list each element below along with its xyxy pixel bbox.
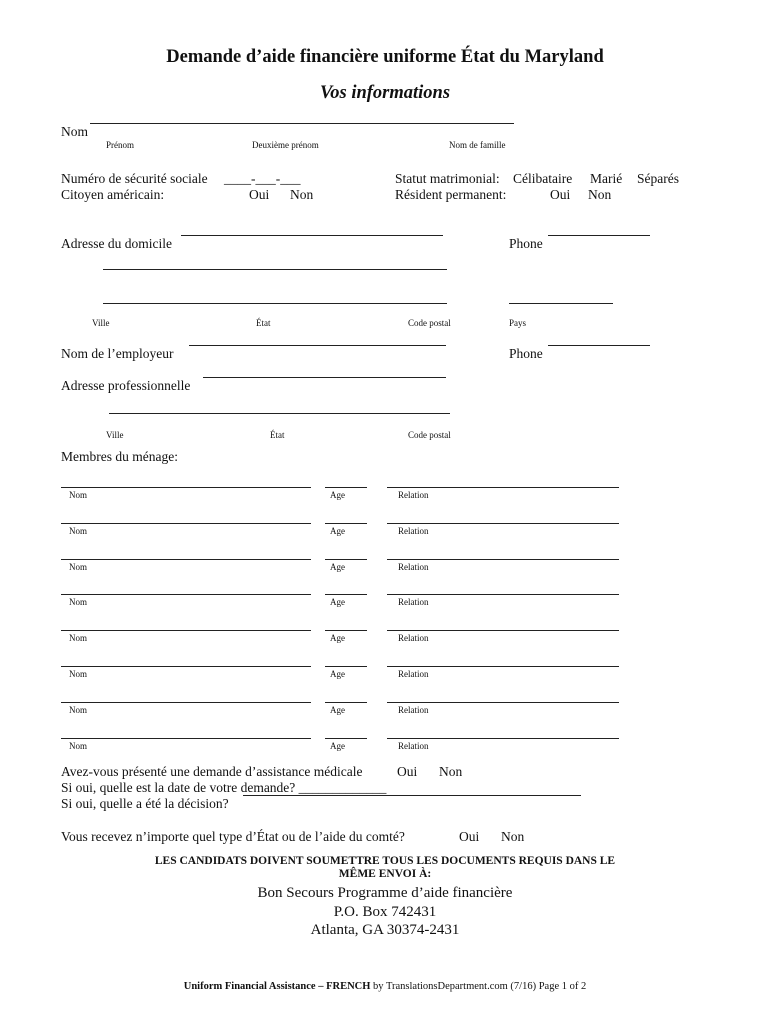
citizen-yes[interactable]: Oui (249, 187, 270, 202)
household-name-field[interactable] (61, 630, 311, 631)
home-address-field-1[interactable] (181, 235, 443, 236)
home-sub-ville: Ville (92, 318, 110, 328)
medical-decision-field[interactable] (243, 795, 581, 796)
name-sub-famille: Nom de famille (449, 140, 506, 150)
footer-credit: by TranslationsDepartment.com (7/16) Page 1 of 2 (370, 981, 587, 992)
medical-yes[interactable]: Oui (397, 764, 418, 779)
household-name-field[interactable] (61, 523, 311, 524)
household-col-nom: Nom (69, 597, 87, 607)
home-address-field-3[interactable] (103, 303, 447, 304)
resident-no[interactable]: Non (588, 187, 612, 202)
household-relation-field[interactable] (387, 738, 619, 739)
employer-field[interactable] (189, 345, 446, 346)
home-sub-etat: État (256, 318, 271, 328)
ssn-field[interactable]: ____-___-___ (224, 171, 301, 186)
name-field[interactable] (90, 123, 514, 124)
footer-title: Uniform Financial Assistance – FRENCH (183, 981, 371, 992)
name-sub-deuxieme: Deuxième prénom (252, 140, 319, 150)
household-col-age: Age (330, 562, 345, 572)
household-name-field[interactable] (61, 594, 311, 595)
household-age-field[interactable] (325, 559, 367, 560)
household-age-field[interactable] (325, 487, 367, 488)
marital-option-married[interactable]: Marié (590, 171, 623, 186)
work-address-label: Adresse professionnelle (61, 378, 191, 393)
household-col-relation: Relation (398, 741, 429, 751)
household-col-nom: Nom (69, 562, 87, 572)
household-name-field[interactable] (61, 738, 311, 739)
name-sub-prenom: Prénom (106, 140, 134, 150)
household-age-field[interactable] (325, 738, 367, 739)
medical-no[interactable]: Non (439, 764, 463, 779)
citizen-no[interactable]: Non (290, 187, 314, 202)
employer-phone-label: Phone (509, 346, 543, 361)
notice-line-2: MÊME ENVOI À: (338, 868, 432, 880)
household-relation-field[interactable] (387, 630, 619, 631)
home-country-field[interactable] (509, 303, 613, 304)
resident-yes[interactable]: Oui (550, 187, 571, 202)
work-sub-ville: Ville (106, 430, 124, 440)
household-col-nom: Nom (69, 526, 87, 536)
household-relation-field[interactable] (387, 594, 619, 595)
household-relation-field[interactable] (387, 523, 619, 524)
org-name: Bon Secours Programme d’aide financière (257, 885, 513, 901)
aid-no[interactable]: Non (501, 829, 525, 844)
org-city: Atlanta, GA 30374-2431 (310, 922, 460, 938)
household-name-field[interactable] (61, 559, 311, 560)
ssn-label: Numéro de sécurité sociale (61, 171, 208, 186)
household-col-age: Age (330, 526, 345, 536)
home-address-field-2[interactable] (103, 269, 447, 270)
household-col-relation: Relation (398, 562, 429, 572)
medical-date-question[interactable]: Si oui, quelle est la date de votre demande? _____________ (61, 780, 387, 795)
work-sub-code: Code postal (408, 430, 451, 440)
page-subtitle: Vos informations (319, 83, 451, 103)
household-name-field[interactable] (61, 702, 311, 703)
household-col-age: Age (330, 490, 345, 500)
marital-option-separated[interactable]: Séparés (637, 171, 679, 186)
household-label: Membres du ménage: (61, 449, 178, 464)
household-age-field[interactable] (325, 594, 367, 595)
citizen-label: Citoyen américain: (61, 187, 165, 202)
aid-question: Vous recevez n’importe quel type d’État ou de l’aide du comté? (61, 829, 405, 844)
marital-label: Statut matrimonial: (395, 171, 500, 186)
household-col-nom: Nom (69, 669, 87, 679)
household-relation-field[interactable] (387, 487, 619, 488)
home-address-label: Adresse du domicile (61, 236, 172, 251)
page-title: Demande d’aide financière uniforme État du Maryland (166, 47, 604, 67)
home-phone-label: Phone (509, 236, 543, 251)
household-age-field[interactable] (325, 666, 367, 667)
household-col-relation: Relation (398, 490, 429, 500)
medical-decision-question: Si oui, quelle a été la décision? (61, 796, 229, 811)
household-relation-field[interactable] (387, 666, 619, 667)
home-sub-code: Code postal (408, 318, 451, 328)
household-col-relation: Relation (398, 633, 429, 643)
household-name-field[interactable] (61, 487, 311, 488)
home-sub-pays: Pays (509, 318, 527, 328)
household-col-age: Age (330, 633, 345, 643)
household-col-nom: Nom (69, 741, 87, 751)
aid-yes[interactable]: Oui (459, 829, 480, 844)
medical-question: Avez-vous présenté une demande d’assistance médicale (61, 764, 363, 779)
household-col-relation: Relation (398, 669, 429, 679)
household-col-relation: Relation (398, 705, 429, 715)
household-relation-field[interactable] (387, 702, 619, 703)
work-sub-etat: État (270, 430, 285, 440)
employer-label: Nom de l’employeur (61, 346, 174, 361)
resident-label: Résident permanent: (395, 187, 507, 202)
household-col-relation: Relation (398, 597, 429, 607)
notice-line-1: LES CANDIDATS DOIVENT SOUMETTRE TOUS LES DOCUMENTS REQUIS DANS LE (154, 855, 616, 867)
household-col-age: Age (330, 597, 345, 607)
household-col-nom: Nom (69, 490, 87, 500)
work-address-field-2[interactable] (109, 413, 450, 414)
org-po-box: P.O. Box 742431 (333, 904, 437, 920)
page-footer (0, 981, 770, 992)
household-col-relation: Relation (398, 526, 429, 536)
household-name-field[interactable] (61, 666, 311, 667)
household-age-field[interactable] (325, 630, 367, 631)
work-address-field-1[interactable] (203, 377, 446, 378)
household-col-age: Age (330, 741, 345, 751)
household-relation-field[interactable] (387, 559, 619, 560)
home-phone-field[interactable] (548, 235, 650, 236)
household-age-field[interactable] (325, 523, 367, 524)
employer-phone-field[interactable] (548, 345, 650, 346)
household-col-nom: Nom (69, 633, 87, 643)
marital-option-single[interactable]: Célibataire (513, 171, 573, 186)
household-age-field[interactable] (325, 702, 367, 703)
household-col-nom: Nom (69, 705, 87, 715)
household-col-age: Age (330, 669, 345, 679)
name-label: Nom (61, 124, 88, 139)
household-col-age: Age (330, 705, 345, 715)
